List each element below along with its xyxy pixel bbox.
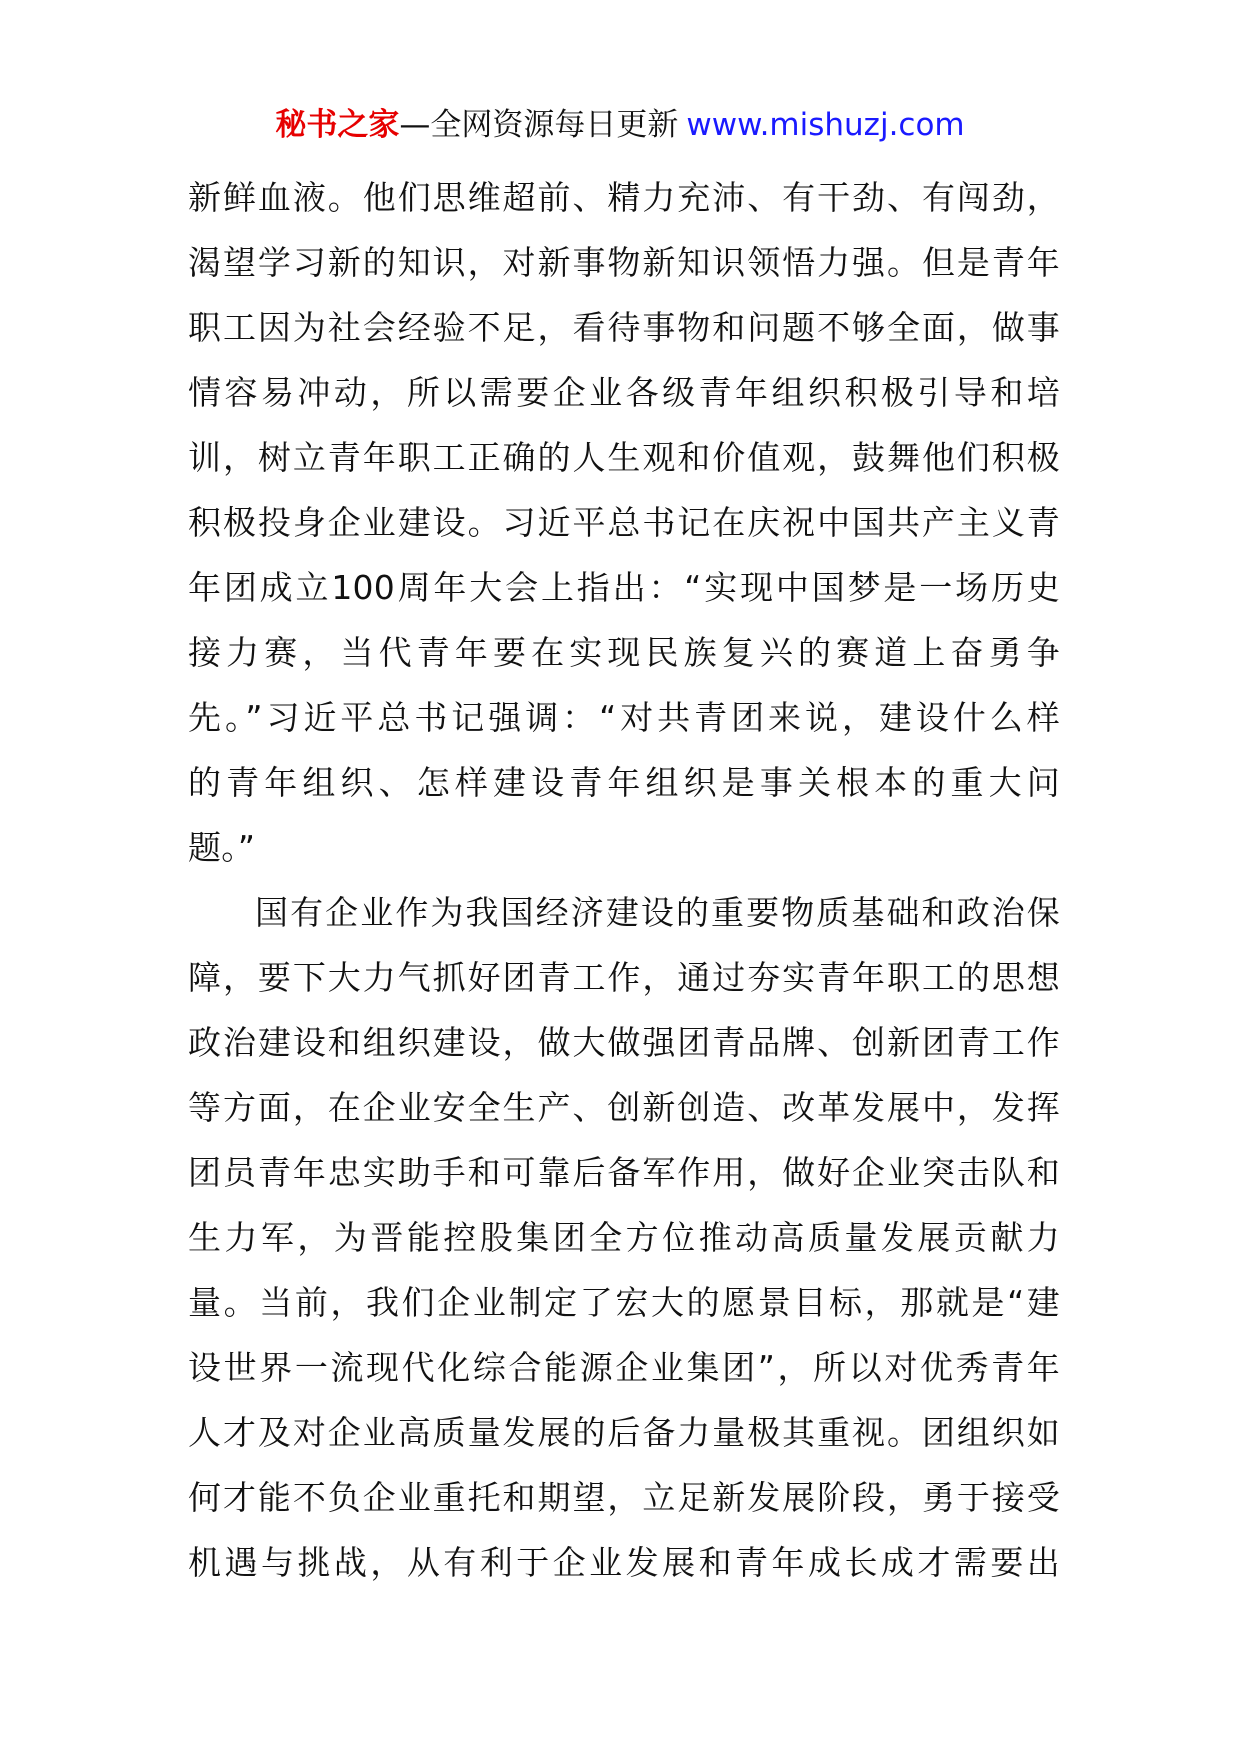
text-line: 的青年组织、怎样建设青年组织是事关根本的重大问 bbox=[188, 763, 1060, 802]
text-line: 人才及对企业高质量发展的后备力量极其重视。团组织如 bbox=[188, 1413, 1060, 1452]
text-line: 积极投身企业建设。习近平总书记在庆祝中国共产主义青 bbox=[188, 503, 1060, 542]
text-line: 生力军，为晋能控股集团全方位推动高质量发展贡献力 bbox=[188, 1218, 1060, 1257]
text-line: 障，要下大力气抓好团青工作，通过夯实青年职工的思想 bbox=[188, 958, 1060, 997]
brand-name: 秘书之家 bbox=[275, 107, 400, 143]
text-line: 渴望学习新的知识，对新事物新知识领悟力强。但是青年 bbox=[188, 243, 1060, 282]
text-line: 职工因为社会经验不足，看待事物和问题不够全面，做事 bbox=[188, 308, 1060, 347]
document-body bbox=[188, 165, 1060, 1595]
text-line: 情容易冲动，所以需要企业各级青年组织积极引导和培 bbox=[188, 373, 1060, 412]
text-line: 新鲜血液。他们思维超前、精力充沛、有干劲、有闯劲， bbox=[188, 178, 1060, 217]
text-line: 接力赛，当代青年要在实现民族复兴的赛道上奋勇争 bbox=[188, 633, 1060, 672]
text-line: 设世界一流现代化综合能源企业集团”，所以对优秀青年 bbox=[188, 1348, 1060, 1387]
text-line: 何才能不负企业重托和期望，立足新发展阶段，勇于接受 bbox=[188, 1478, 1060, 1517]
text-line: 机遇与挑战，从有利于企业发展和青年成长成才需要出 bbox=[188, 1543, 1060, 1582]
page-header bbox=[0, 100, 1240, 150]
text-line: 先。”习近平总书记强调：“对共青团来说，建设什么样 bbox=[188, 698, 1060, 737]
website-link[interactable]: www.mishuzj.com bbox=[686, 107, 965, 143]
text-line-paragraph-start: 国有企业作为我国经济建设的重要物质基础和政治保 bbox=[255, 893, 1060, 932]
header-tagline: —全网资源每日更新 bbox=[399, 107, 679, 143]
text-line-paragraph-end: 题。” bbox=[188, 828, 256, 867]
text-line: 年团成立100周年大会上指出：“实现中国梦是一场历史 bbox=[188, 568, 1060, 607]
text-line: 政治建设和组织建设，做大做强团青品牌、创新团青工作 bbox=[188, 1023, 1060, 1062]
text-line: 训，树立青年职工正确的人生观和价值观，鼓舞他们积极 bbox=[188, 438, 1060, 477]
text-line: 量。当前，我们企业制定了宏大的愿景目标，那就是“建 bbox=[188, 1283, 1060, 1322]
text-line: 团员青年忠实助手和可靠后备军作用，做好企业突击队和 bbox=[188, 1153, 1060, 1192]
text-line: 等方面，在企业安全生产、创新创造、改革发展中，发挥 bbox=[188, 1088, 1060, 1127]
